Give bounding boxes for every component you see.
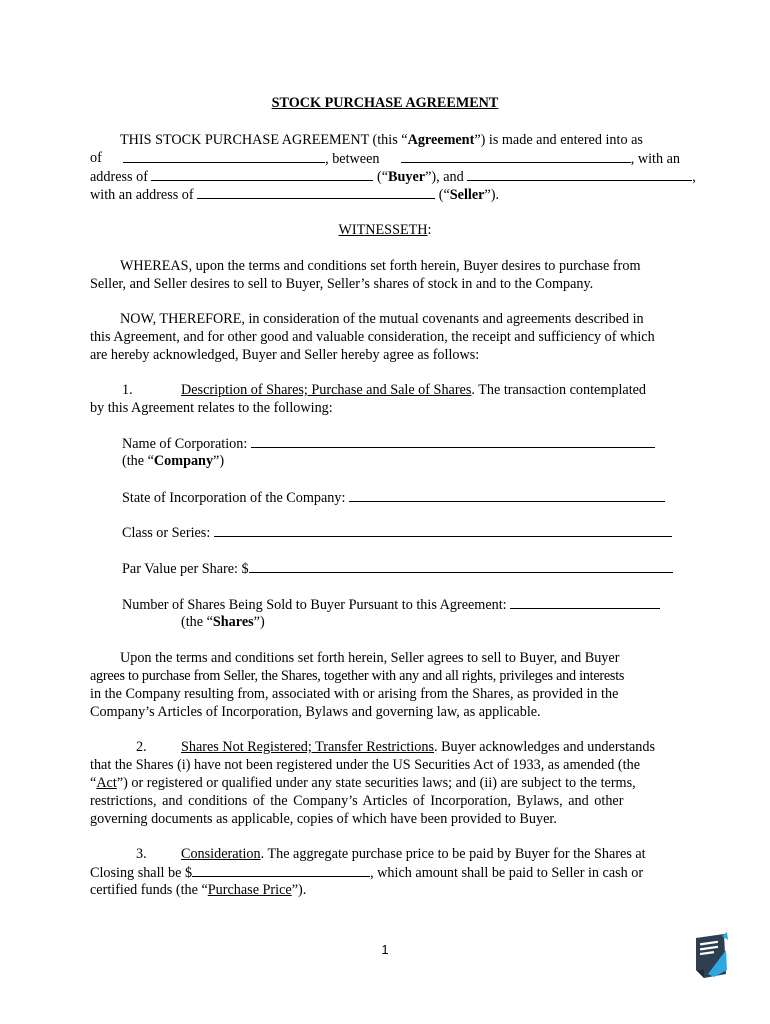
section-3-heading-line: 3. Consideration. The aggregate purchase price to be paid by Buyer for the Shares at <box>136 846 646 862</box>
class-series-row: Class or Series: <box>122 523 680 542</box>
whereas-line-1: WHEREAS, upon the terms and conditions set forth herein, Buyer desires to purchase from <box>120 258 641 274</box>
intro-line-2: of , between , with an <box>90 150 680 167</box>
section-2-line-3: “Act”) or registered or qualified under any state securities laws; and (ii) are subject to the terms, <box>90 775 636 791</box>
document-title: STOCK PURCHASE AGREEMENT <box>271 95 499 111</box>
section-1-line-2: by this Agreement relates to the following: <box>90 400 333 416</box>
section-1-heading-line: 1. Description of Shares; Purchase and Sale of Shares. The transaction contemplated <box>122 382 647 398</box>
state-incorporation-row: State of Incorporation of the Company: <box>122 488 680 507</box>
now-line-1: NOW, THEREFORE, in consideration of the mutual covenants and agreements described in <box>120 311 644 327</box>
section-2-line-4: restrictions, and conditions of the Company’s Articles of Incorporation, Bylaws, and other <box>90 793 624 809</box>
seller-address-blank[interactable] <box>197 185 435 199</box>
par-value-row: Par Value per Share: $ <box>122 559 680 578</box>
document-logo-icon <box>694 930 728 980</box>
now-line-3: are hereby acknowledged, Buyer and Seller hereby agree as follows: <box>90 347 480 363</box>
section-3-line-3: certified funds (the “Purchase Price”). <box>90 882 307 898</box>
page-number: 1 <box>381 942 389 957</box>
upon-line-1: Upon the terms and conditions set forth herein, Seller agrees to sell to Buyer, and Buyer <box>120 650 620 666</box>
state-incorporation-blank[interactable] <box>349 488 665 502</box>
purchase-price-blank[interactable] <box>192 863 370 877</box>
whereas-line-2: Seller, and Seller desires to sell to Buyer, Seller’s shares of stock in and to the Company. <box>90 276 594 292</box>
shares-count-row: Number of Shares Being Sold to Buyer Pursuant to this Agreement: <box>122 595 680 614</box>
upon-line-4: Company’s Articles of Incorporation, Bylaws and governing law, as applicable. <box>90 704 541 720</box>
intro-line-1: THIS STOCK PURCHASE AGREEMENT (this “Agreement”) is made and entered into as <box>120 132 643 148</box>
buyer-name-blank[interactable] <box>401 149 631 163</box>
upon-line-3: in the Company resulting from, associated with or arising from the Shares, as provided in the <box>90 686 619 702</box>
now-line-2: this Agreement, and for other good and valuable consideration, the receipt and sufficiency of which <box>90 329 655 345</box>
intro-line-4: with an address of (“Seller”). <box>90 187 499 203</box>
date-blank[interactable] <box>123 149 325 163</box>
shares-count-blank[interactable] <box>510 595 660 609</box>
section-3-line-2: Closing shall be $ , which amount shall be paid to Seller in cash or <box>90 865 644 881</box>
shares-definition: (the “Shares”) <box>181 614 265 630</box>
corporation-name-blank[interactable] <box>251 434 655 448</box>
section-2-heading-line: 2. Shares Not Registered; Transfer Restrictions. Buyer acknowledges and understands <box>136 739 656 755</box>
witnesseth-heading: WITNESSETH: <box>338 222 432 238</box>
par-value-blank[interactable] <box>249 559 673 573</box>
seller-name-blank[interactable] <box>467 167 692 181</box>
intro-line-3: address of (“Buyer”), and , <box>90 169 696 185</box>
company-definition: (the “Company”) <box>122 453 225 469</box>
class-series-blank[interactable] <box>214 523 672 537</box>
section-2-line-5: governing documents as applicable, copies of which have been provided to Buyer. <box>90 811 557 827</box>
upon-line-2: agrees to purchase from Seller, the Shares, together with any and all rights, privileges and interests <box>90 668 625 684</box>
buyer-address-blank[interactable] <box>151 167 373 181</box>
corporation-name-row: Name of Corporation: <box>122 434 680 453</box>
section-2-line-2: that the Shares (i) have not been registered under the US Securities Act of 1933, as amended (the <box>90 757 640 773</box>
